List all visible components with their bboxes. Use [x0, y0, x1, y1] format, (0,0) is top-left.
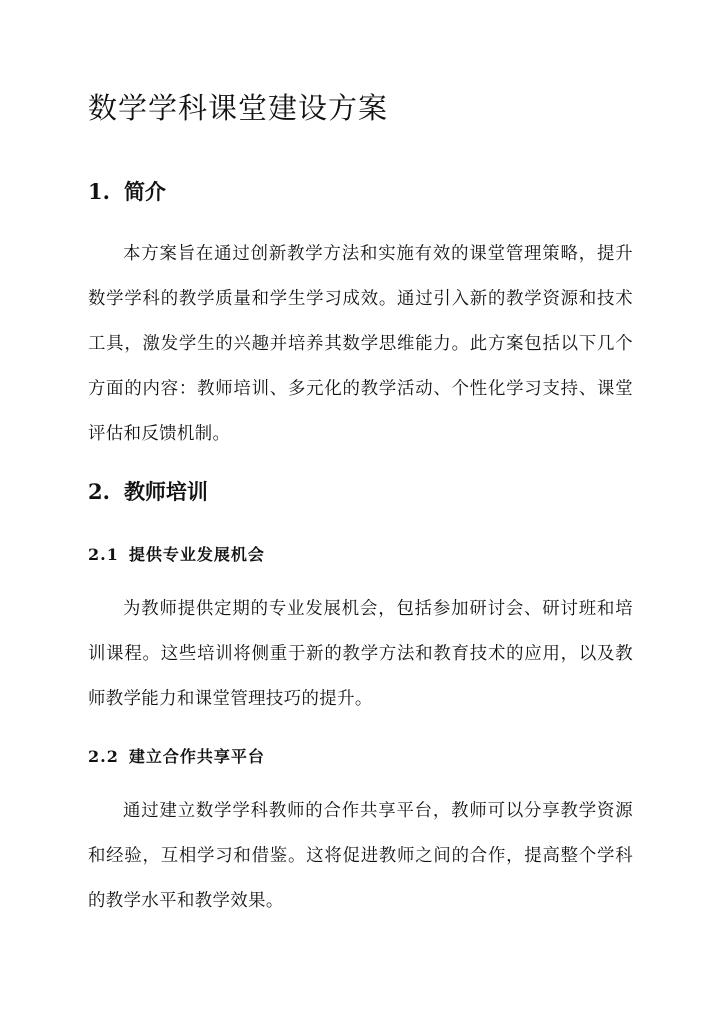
sharing-platform-paragraph: 通过建立数学学科教师的合作共享平台，教师可以分享教学资源和经验，互相学习和借鉴。这将促进教师之间的合作，提高整个学科的教学水平和教学效果。	[88, 801, 633, 911]
section-number: 2.	[88, 479, 110, 504]
intro-paragraph: 本方案旨在通过创新教学方法和实施有效的课堂管理策略，提升数学学科的教学质量和学生学习成效。通过引入新的教学资源和技术工具，激发学生的兴趣并培养其数学思维能力。此方案包括以下几个方面的内容：教师培训、多元化的教学活动、个性化学习支持、课堂评估和反馈机制。	[88, 244, 633, 444]
subsection-heading-professional-development	[88, 542, 265, 565]
document-title: 数学学科课堂建设方案	[88, 91, 389, 125]
section-title: 简介	[123, 179, 166, 204]
subsection-heading-sharing-platform	[88, 744, 265, 767]
professional-development-paragraph: 为教师提供定期的专业发展机会，包括参加研讨会、研讨班和培训课程。这些培训将侧重于新的教学方法和教育技术的应用，以及教师教学能力和课堂管理技巧的提升。	[88, 599, 633, 709]
section-heading-intro	[88, 176, 166, 206]
subsection-title: 建立合作共享平台	[128, 747, 265, 766]
subsection-number: 2.2	[88, 747, 119, 766]
section-heading-teacher-training	[88, 476, 208, 506]
section-number: 1.	[88, 179, 110, 204]
subsection-number: 2.1	[88, 545, 119, 564]
subsection-title: 提供专业发展机会	[128, 545, 265, 564]
section-title: 教师培训	[123, 479, 208, 504]
